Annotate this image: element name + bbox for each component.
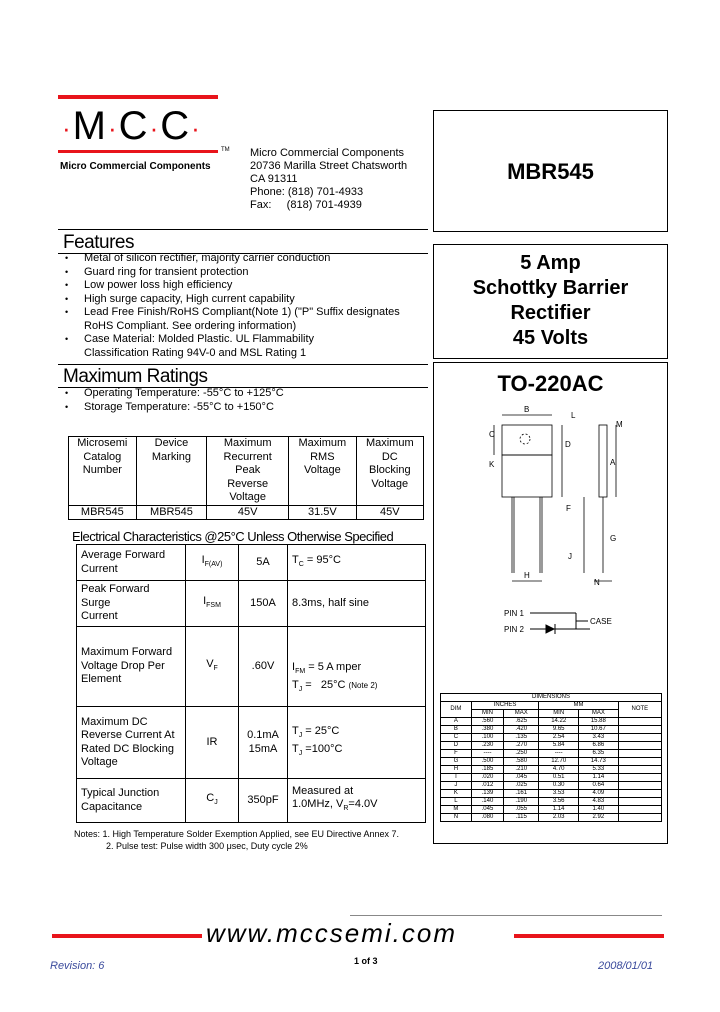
package-drawing	[434, 403, 667, 633]
dimension-row	[441, 814, 662, 822]
address-line-3: CA 91311	[250, 173, 298, 185]
page-number: 1 of 3	[354, 956, 378, 966]
notes	[74, 828, 399, 852]
dimensions-title: DIMENSIONS	[441, 694, 662, 702]
mr-header-text: Voltage	[371, 477, 409, 490]
max-ratings-table	[68, 436, 424, 520]
ec-cond-sub: FM	[295, 668, 306, 675]
footer-red-bar-left	[52, 934, 202, 938]
dimension-row	[441, 726, 662, 734]
dimension-cell: G	[441, 758, 472, 766]
dimension-cell: I	[441, 774, 472, 782]
ec-cond: T	[292, 678, 299, 691]
ec-value-text: 0.1mA	[247, 729, 279, 741]
electrical-title: Electrical Characteristics @25°C Unless Otherwise Specified	[72, 529, 394, 544]
dimension-cell: 6.35	[579, 750, 619, 758]
ec-param	[77, 779, 186, 823]
ec-sym: I	[203, 594, 207, 607]
ec-cond-line	[292, 661, 421, 679]
dimension-cell: 14.22	[539, 718, 579, 726]
feature-item: • Metal of silicon rectifier, majority carrier conduction	[63, 252, 433, 266]
ec-cond: T	[292, 742, 299, 755]
description-line-3: Rectifier	[510, 302, 591, 324]
drawing-label-k: K	[489, 460, 495, 469]
part-number-box	[433, 110, 668, 232]
description-line-1: 5 Amp	[520, 252, 581, 274]
description	[434, 251, 667, 351]
ec-condition	[288, 779, 426, 823]
mr-header-text: Catalog	[83, 450, 122, 463]
address-fax: Fax: (818) 701-4939	[250, 199, 362, 211]
dimension-cell: F	[441, 750, 472, 758]
drawing-side-view	[599, 425, 607, 497]
dimension-cell: C	[441, 734, 472, 742]
ec-cond: = 95°C	[303, 553, 341, 566]
dimension-row	[441, 758, 662, 766]
ec-cond-sub: J	[298, 732, 303, 739]
ec-cond-line	[292, 743, 421, 761]
feature-item: • High surge capacity, High current capability	[63, 293, 433, 307]
ec-sym-sub: J	[214, 798, 218, 806]
dimension-cell: .115	[504, 814, 539, 822]
mr-header-catalog	[69, 437, 137, 506]
dimension-cell	[618, 726, 661, 734]
ec-value	[239, 707, 288, 779]
dimension-cell: .139	[471, 790, 503, 798]
drawing-label-c: C	[489, 430, 495, 439]
drawing-label-a: A	[610, 458, 616, 467]
ec-param-text: Current	[81, 610, 118, 623]
mr-header-vrms	[289, 437, 356, 506]
ec-value: 150A	[239, 581, 288, 627]
dimension-cell	[618, 742, 661, 750]
dimension-row	[441, 798, 662, 806]
ec-param-text: Current	[81, 562, 118, 575]
dimension-row	[441, 742, 662, 750]
ec-cond: T	[292, 553, 299, 566]
dim-group-mm: MM	[539, 702, 618, 710]
diode-symbol	[546, 625, 554, 633]
ec-sym-sub: F(AV)	[204, 560, 223, 568]
ec-param-text: Maximum Forward	[81, 646, 173, 659]
dim-header-mm-min: MIN	[539, 710, 579, 718]
mr-header-text: DC	[381, 450, 398, 463]
dimensions-rows	[441, 718, 662, 822]
dimension-cell: .580	[504, 758, 539, 766]
dimension-cell: .190	[504, 798, 539, 806]
package-box	[433, 362, 668, 844]
dimension-cell: 4.09	[579, 790, 619, 798]
ec-sym-sub: F	[213, 664, 218, 672]
dimension-cell: .135	[504, 734, 539, 742]
ec-param	[77, 545, 186, 581]
dimension-cell: 1.14	[539, 806, 579, 814]
dimension-cell	[618, 758, 661, 766]
features-title: Features	[63, 232, 134, 253]
dimension-cell: 12.70	[539, 758, 579, 766]
dimension-cell: 3.43	[579, 734, 619, 742]
dimension-cell: .012	[471, 782, 503, 790]
pin-schematic	[528, 607, 598, 637]
mr-header-text: Reverse	[227, 477, 269, 490]
mr-header-text: Marking	[151, 450, 191, 463]
dimension-cell: 5.84	[539, 742, 579, 750]
dimension-cell	[618, 734, 661, 742]
mr-cell-vdc: 45V	[356, 505, 423, 520]
ec-symbol	[186, 627, 239, 707]
drawing-body	[502, 455, 552, 497]
ec-sym: V	[206, 657, 214, 670]
mr-header-text: Microsemi	[77, 437, 128, 449]
mcc-logo: ·M·C·C·	[62, 104, 202, 148]
part-number: MBR545	[507, 159, 594, 184]
mr-header-text: Maximum	[223, 437, 272, 449]
dimension-cell: 14.73	[579, 758, 619, 766]
dimension-cell: N	[441, 814, 472, 822]
dimension-cell: 0.64	[579, 782, 619, 790]
dimension-cell: .560	[471, 718, 503, 726]
feature-item: • Lead Free Finish/RoHS Compliant(Note 1) ("P" Suffix designates	[63, 306, 433, 320]
dimension-cell	[618, 798, 661, 806]
mr-cell-vrrm: 45V	[207, 505, 289, 520]
dimension-cell: 3.53	[539, 790, 579, 798]
dimension-cell: .185	[471, 766, 503, 774]
dimension-cell: .230	[471, 742, 503, 750]
ec-condition	[288, 627, 426, 707]
dimension-cell: 0.51	[539, 774, 579, 782]
ec-param-text: Rated DC Blocking	[81, 742, 174, 755]
header-red-bar-bottom	[58, 150, 218, 153]
address-line-2: 20736 Marilla Street Chatsworth	[250, 160, 408, 172]
mr-header-vrrm	[207, 437, 289, 506]
dimension-cell: .500	[471, 758, 503, 766]
ec-cond: = 5 A mper	[305, 660, 362, 673]
ec-param	[77, 707, 186, 779]
header-red-bar-top	[58, 95, 218, 99]
dimension-cell: .020	[471, 774, 503, 782]
ec-param-text: Element	[81, 673, 122, 686]
case-label: CASE	[590, 617, 612, 626]
ec-value-text: 15mA	[248, 742, 278, 755]
dimension-cell: .045	[504, 774, 539, 782]
dimension-cell: .380	[471, 726, 503, 734]
max-ratings-rule-top	[58, 364, 428, 365]
mr-cell-catalog: MBR545	[69, 505, 137, 520]
logo-tm: TM	[221, 147, 230, 153]
dimension-cell: 3.56	[539, 798, 579, 806]
dimension-cell: 2.92	[579, 814, 619, 822]
drawing-tab	[502, 425, 552, 455]
dimension-cell: .025	[504, 782, 539, 790]
description-line-4: 45 Volts	[512, 327, 589, 349]
features-list	[63, 252, 433, 360]
dimension-cell: 1.40	[579, 806, 619, 814]
max-rating-item: • Storage Temperature: -55°C to +150°C	[63, 401, 433, 415]
dimension-cell: 9.65	[539, 726, 579, 734]
ec-cond-sub: J	[298, 749, 303, 757]
mr-header-text: Maximum	[298, 437, 347, 449]
dimension-cell: .045	[471, 806, 503, 814]
dimension-row	[441, 782, 662, 790]
dim-header-dim: DIM	[441, 702, 472, 718]
ec-param-text: Capacitance	[81, 800, 143, 813]
description-line-2: Schottky Barrier	[472, 277, 629, 299]
dimension-cell	[618, 718, 661, 726]
ec-cond: =4.0V	[348, 798, 378, 811]
features-rule-top	[58, 229, 428, 230]
dimension-cell: .250	[504, 750, 539, 758]
feature-item-continued: Classification Rating 94V-0 and MSL Rating 1	[84, 346, 307, 359]
ec-symbol	[186, 581, 239, 627]
footer-rule	[350, 915, 662, 916]
ec-cond-sub: R	[343, 805, 349, 813]
ec-cond: 1.0MHz, V	[292, 798, 344, 811]
ec-symbol: IR	[186, 707, 239, 779]
package-title: TO-220AC	[497, 371, 604, 396]
address-phone: Phone: (818) 701-4933	[250, 186, 364, 198]
ec-sym: C	[206, 791, 215, 804]
dimension-cell	[618, 790, 661, 798]
dimension-cell	[618, 750, 661, 758]
dimension-cell: 10.67	[579, 726, 619, 734]
max-rating-item: • Operating Temperature: -55°C to +125°C	[63, 387, 433, 401]
dimension-cell: 15.88	[579, 718, 619, 726]
ec-param-text: Voltage Drop Per	[81, 659, 165, 672]
ec-value: 5A	[239, 545, 288, 581]
dimension-cell: J	[441, 782, 472, 790]
mr-cell-vrms: 31.5V	[289, 505, 356, 520]
description-box	[433, 244, 668, 359]
drawing-label-d: D	[565, 440, 571, 449]
drawing-label-f: F	[566, 504, 571, 513]
dimension-cell	[618, 774, 661, 782]
feature-item: • Case Material: Molded Plastic. UL Flammability	[63, 333, 433, 347]
ec-cond: T	[292, 724, 299, 737]
drawing-label-h: H	[524, 571, 530, 580]
ec-cond: = 25°C	[302, 724, 340, 737]
dimension-cell: .161	[504, 790, 539, 798]
drawing-label-n: N	[594, 578, 600, 587]
dimension-row	[441, 806, 662, 814]
ec-param	[77, 627, 186, 707]
mr-header-text: Peak	[235, 464, 261, 476]
ec-param	[77, 581, 186, 627]
address-line-1: Micro Commercial Components	[250, 147, 405, 159]
dimension-cell: 6.86	[579, 742, 619, 750]
ec-cond-note: (Note 2)	[348, 680, 378, 690]
footer-red-bar-right	[514, 934, 664, 938]
dimension-cell: 1.14	[579, 774, 619, 782]
dimensions-table	[440, 693, 662, 822]
ec-cond: =100°C	[302, 742, 343, 755]
ec-cond-sub: C	[298, 560, 304, 568]
pin2-label: PIN 2	[504, 625, 525, 634]
drawing-label-l: L	[571, 411, 576, 420]
mr-header-text: Maximum	[365, 437, 414, 449]
mr-header-text: RMS	[310, 450, 335, 463]
mr-header-text: Blocking	[368, 464, 411, 476]
dimension-cell: 2.03	[539, 814, 579, 822]
ec-value: .60V	[239, 627, 288, 707]
company-name: Micro Commercial Components	[60, 161, 211, 172]
dimension-cell: .420	[504, 726, 539, 734]
dim-header-in-min: MIN	[471, 710, 503, 718]
dimension-cell: .080	[471, 814, 503, 822]
mr-header-text: Recurrent	[223, 450, 272, 463]
ec-sym-sub: FSM	[206, 601, 221, 609]
ec-value: 350pF	[239, 779, 288, 823]
dimension-cell: .055	[504, 806, 539, 814]
website-url[interactable]: www.mccsemi.com	[206, 918, 458, 948]
drawing-mount-hole	[520, 434, 530, 444]
dimension-row	[441, 718, 662, 726]
ec-condition	[288, 707, 426, 779]
dimension-cell	[618, 806, 661, 814]
dimension-cell	[618, 782, 661, 790]
mr-header-marking	[136, 437, 207, 506]
dimension-cell: .270	[504, 742, 539, 750]
dimension-cell: B	[441, 726, 472, 734]
mr-header-vdc	[356, 437, 423, 506]
dimension-cell: ----	[539, 750, 579, 758]
ec-condition: 8.3ms, half sine	[288, 581, 426, 627]
ec-cond-sub: J	[298, 685, 303, 693]
drawing-label-g: G	[610, 534, 617, 543]
ec-symbol	[186, 545, 239, 581]
dimension-cell: 5.33	[579, 766, 619, 774]
dimension-row	[441, 734, 662, 742]
dimension-row	[441, 766, 662, 774]
dimension-cell: 2.54	[539, 734, 579, 742]
feature-item: • Guard ring for transient protection	[63, 266, 433, 280]
drawing-label-j: J	[568, 552, 572, 561]
dimension-cell: D	[441, 742, 472, 750]
dimension-cell: A	[441, 718, 472, 726]
ec-param-text: Reverse Current At	[81, 729, 175, 741]
dim-header-in-max: MAX	[504, 710, 539, 718]
note-1: Notes: 1. High Temperature Solder Exemption Applied, see EU Directive Annex 7.	[74, 829, 400, 839]
max-ratings-list	[63, 387, 433, 414]
mr-header-text: Device	[154, 437, 189, 449]
ec-param-text: Voltage	[81, 756, 118, 768]
dimension-cell: ----	[471, 750, 503, 758]
dimension-cell: .100	[471, 734, 503, 742]
electrical-table	[76, 544, 426, 823]
ec-cond: = 25°C	[302, 678, 346, 691]
note-2: 2. Pulse test: Pulse width 300 μsec, Duty cycle 2%	[106, 841, 308, 851]
dimension-cell: .625	[504, 718, 539, 726]
drawing-label-b: B	[524, 405, 530, 414]
ec-condition	[288, 545, 426, 581]
dimension-cell: L	[441, 798, 472, 806]
dimension-row	[441, 750, 662, 758]
dimension-cell: H	[441, 766, 472, 774]
ec-cond: I	[292, 660, 296, 673]
ec-param-text: Average Forward	[81, 549, 166, 561]
dimension-cell: .210	[504, 766, 539, 774]
max-ratings-title: Maximum Ratings	[63, 366, 208, 387]
dimension-cell	[618, 766, 661, 774]
dimension-cell: M	[441, 806, 472, 814]
ec-sym: I	[201, 553, 205, 566]
pin1-label: PIN 1	[504, 609, 525, 618]
ec-param-text: Peak Forward Surge	[81, 583, 150, 609]
dimension-cell: K	[441, 790, 472, 798]
revision: Revision: 6	[50, 960, 105, 972]
dimension-cell: 4.83	[579, 798, 619, 806]
dim-group-inches: INCHES	[471, 702, 539, 710]
ec-param-text: Maximum DC	[81, 715, 148, 728]
company-address	[250, 147, 407, 212]
ec-cond-line	[292, 679, 421, 697]
mr-cell-marking: MBR545	[136, 505, 207, 520]
drawing-label-m: M	[616, 420, 623, 429]
dimension-row	[441, 774, 662, 782]
ec-symbol	[186, 779, 239, 823]
ec-cond-line: Measured at	[292, 784, 354, 797]
dimension-row	[441, 790, 662, 798]
dim-header-note: NOTE	[618, 702, 661, 718]
revision-date: 2008/01/01	[598, 960, 654, 972]
dimension-cell: .140	[471, 798, 503, 806]
ec-cond-line	[292, 725, 421, 743]
feature-item-continued: RoHS Compliant. See ordering information)	[84, 319, 297, 332]
mr-header-text: Number	[82, 464, 122, 476]
feature-item: • Low power loss high efficiency	[63, 279, 433, 293]
dimension-cell: 0.30	[539, 782, 579, 790]
dim-header-mm-max: MAX	[579, 710, 619, 718]
dimension-cell: 4.70	[539, 766, 579, 774]
ec-param-text: Typical Junction	[81, 787, 160, 799]
dimension-cell	[618, 814, 661, 822]
ec-cond-line	[292, 798, 421, 816]
mr-header-text: Voltage	[229, 491, 267, 503]
mr-header-text: Voltage	[303, 464, 341, 476]
